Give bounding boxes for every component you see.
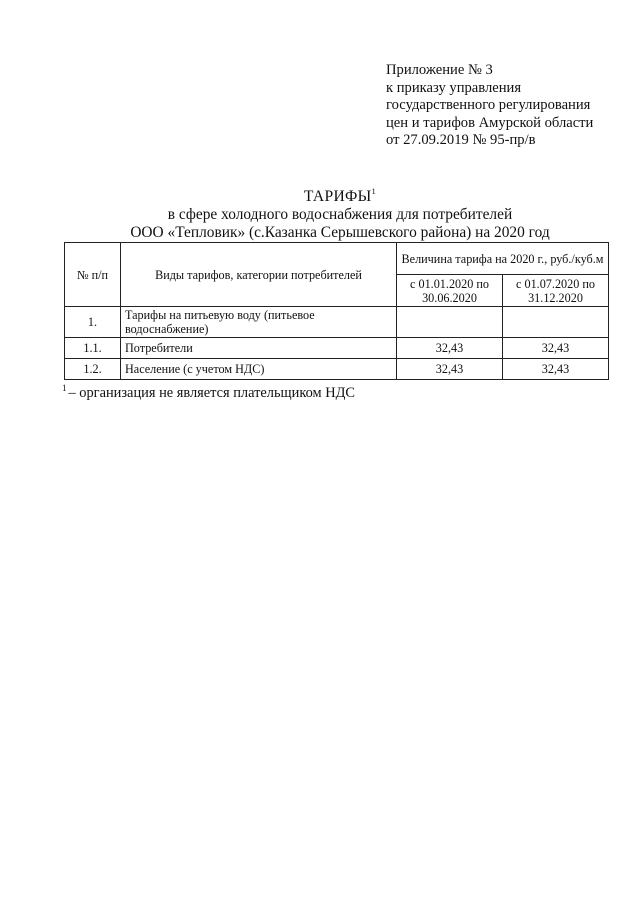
row-name: Тарифы на питьевую воду (питьевое водоснабжение)	[121, 307, 397, 338]
row-name: Население (с учетом НДС)	[121, 359, 397, 380]
header-num: № п/п	[65, 243, 121, 307]
title-subtitle-1: в сфере холодного водоснабжения для потребителей	[167, 206, 513, 223]
row-num: 1.1.	[65, 338, 121, 359]
row-value-1	[397, 307, 503, 338]
row-value-2: 32,43	[503, 338, 609, 359]
header-period-2: с 01.07.2020 по 31.12.2020	[503, 275, 609, 307]
table-row	[65, 338, 609, 359]
appendix-line: от 27.09.2019 № 95-пр/в	[386, 132, 536, 148]
header-kinds: Виды тарифов, категории потребителей	[121, 243, 397, 307]
footnote-mark: 1	[62, 383, 67, 393]
appendix-reference	[386, 62, 593, 150]
row-value-2	[503, 307, 609, 338]
title-main-text: ТАРИФЫ	[303, 188, 372, 205]
table-row	[65, 359, 609, 380]
row-name: Потребители	[121, 338, 397, 359]
appendix-line: государственного регулирования	[386, 97, 591, 113]
document-title	[60, 182, 620, 242]
appendix-line: к приказу управления	[386, 79, 522, 96]
header-value-group: Величина тарифа на 2020 г., руб./куб.м	[397, 243, 609, 275]
appendix-line: Приложение № 3	[386, 62, 493, 78]
appendix-line: цен и тарифов Амурской области	[386, 114, 594, 131]
table-row	[65, 307, 609, 338]
row-num: 1.	[65, 307, 121, 338]
title-main	[60, 182, 620, 206]
row-value-1: 32,43	[397, 338, 503, 359]
row-value-1: 32,43	[397, 359, 503, 380]
table-header-row	[65, 243, 609, 275]
header-period-1: с 01.01.2020 по 30.06.2020	[397, 275, 503, 307]
footnote-text: – организация не является плательщиком НДС	[68, 385, 356, 401]
tariff-table	[64, 242, 609, 380]
title-footnote-mark: 1	[371, 186, 377, 196]
title-subtitle-2: ООО «Тепловик» (с.Казанка Серышевского района) на 2020 год	[130, 224, 550, 241]
row-value-2: 32,43	[503, 359, 609, 380]
footnote	[62, 380, 355, 402]
row-num: 1.2.	[65, 359, 121, 380]
